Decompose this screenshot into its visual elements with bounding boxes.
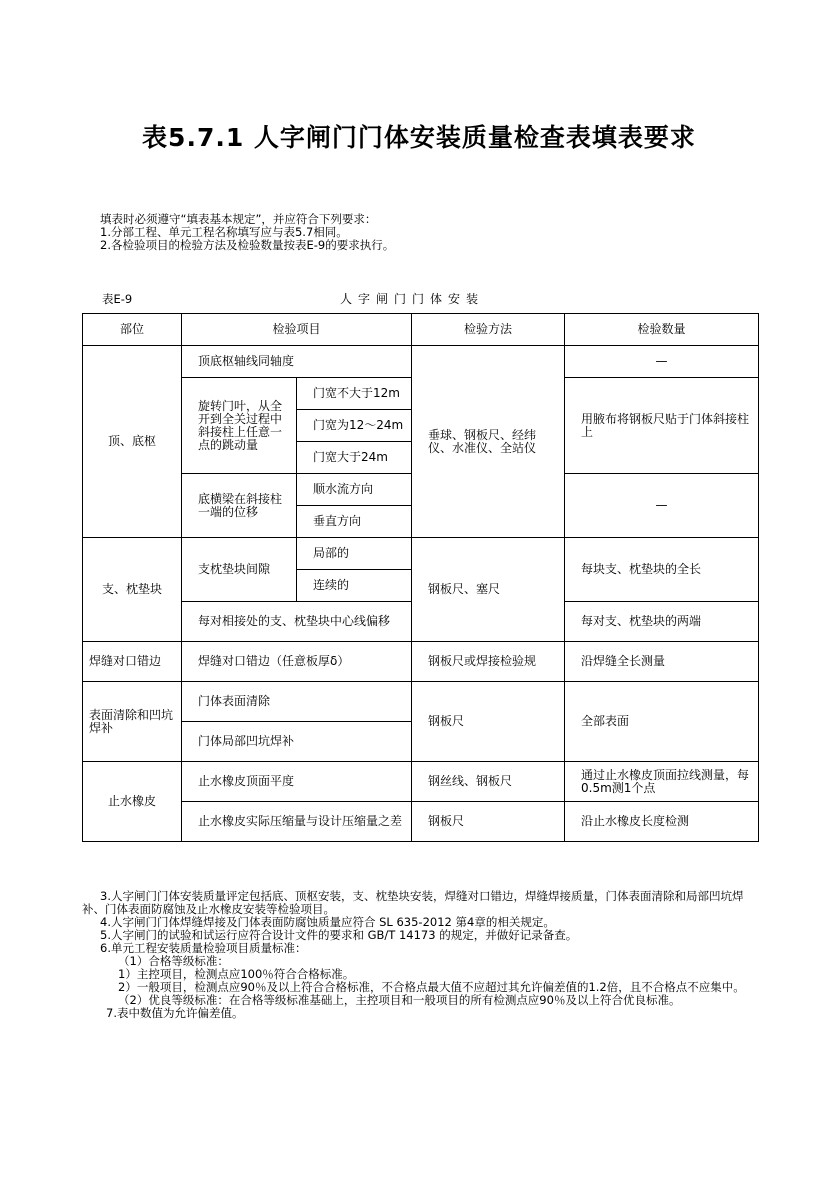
item-width-3: 门宽大于24m — [297, 442, 412, 474]
header-item: 检验项目 — [182, 314, 412, 346]
item-width-2: 门宽为12～24m — [297, 410, 412, 442]
note-line: 5.人字闸门的试验和试运行应符合设计文件的要求和 GB/T 14173 的规定，并做好记录备查。 — [100, 928, 578, 942]
method-pads: 钢板尺、塞尺 — [412, 538, 565, 642]
item-seal-flatness: 止水橡皮顶面平度 — [182, 762, 412, 802]
page-title: 表5.7.1 人字闸门门体安装质量检查表填表要求 — [142, 123, 696, 152]
note-line: 2）一般项目，检测点应90％及以上符合合格标准，不合格点最大值不应超过其允许偏差值的1.2倍，且不合格点不应集中。 — [118, 980, 745, 994]
header-method: 检验方法 — [412, 314, 565, 346]
inspection-table — [82, 313, 759, 842]
item-flow: 顺水流方向 — [297, 474, 412, 506]
notes — [82, 890, 758, 1020]
note-line: 1）主控项目，检测点应100％符合合格标准。 — [118, 967, 355, 981]
part-seal: 止水橡皮 — [83, 762, 182, 842]
part-weld: 焊缝对口错边 — [83, 642, 182, 682]
qty-beam: — — [565, 474, 759, 538]
item-local: 局部的 — [297, 538, 412, 570]
qty-rotation: 用腋布将钢板尺贴于门体斜接柱上 — [565, 378, 759, 474]
intro-line: 1.分部工程、单元工程名称填写应与表5.7相同。 — [100, 225, 348, 239]
qty-gap: 每块支、枕垫块的全长 — [565, 538, 759, 602]
item-beam: 底横梁在斜接柱一端的位移 — [182, 474, 297, 538]
table-row — [83, 642, 759, 682]
table-row — [83, 346, 759, 378]
method-weld: 钢板尺或焊接检验规 — [412, 642, 565, 682]
header-quantity: 检验数量 — [565, 314, 759, 346]
table-header-row — [83, 314, 759, 346]
part-pads: 支、枕垫块 — [83, 538, 182, 642]
item-weld: 焊缝对口错边（任意板厚δ） — [182, 642, 412, 682]
note-line: 3.人字闸门门体安装质量评定包括底、顶枢安装，支、枕垫块安装，焊缝对口错边，焊缝焊接质量，门体表面清除和局部凹坑焊补、门体表面防腐蚀及止水橡皮安装等检验项目。 — [82, 889, 744, 916]
item-rotation: 旋转门叶，从全开到全关过程中斜接柱上任意一点的跳动量 — [182, 378, 297, 474]
header-part: 部位 — [83, 314, 182, 346]
part-surface: 表面清除和凹坑焊补 — [83, 682, 182, 762]
item-width-1: 门宽不大于12m — [297, 378, 412, 410]
item-surface-clean: 门体表面清除 — [182, 682, 412, 722]
intro-line: 2.各检验项目的检验方法及检验数量按表E-9的要求执行。 — [100, 238, 395, 252]
qty-surface: 全部表面 — [565, 682, 759, 762]
table-row — [83, 682, 759, 722]
item-continuous: 连续的 — [297, 570, 412, 602]
intro-requirements — [100, 213, 394, 252]
note-line: （2）优良等级标准：在合格等级标准基础上，主控项目和一般项目的所有检测点应90％及以上符合优良标准。 — [118, 993, 681, 1007]
qty-axis: — — [565, 346, 759, 378]
method-top-bottom: 垂球、钢板尺、经纬仪、水准仪、全站仪 — [412, 346, 565, 538]
table-row — [83, 762, 759, 802]
intro-line: 填表时必须遵守“填表基本规定”，并应符合下列要求： — [100, 212, 377, 226]
item-vertical: 垂直方向 — [297, 506, 412, 538]
method-seal-compression: 钢板尺 — [412, 802, 565, 842]
note-line: 4.人字闸门门体焊缝焊接及门体表面防腐蚀质量应符合 SL 635-2012 第4章的相关规定。 — [100, 915, 555, 929]
table-row — [83, 802, 759, 842]
method-seal-flatness: 钢丝线、钢板尺 — [412, 762, 565, 802]
note-line: 7.表中数值为允许偏差值。 — [106, 1006, 244, 1020]
table-caption: 人字闸门门体安装 — [340, 292, 485, 306]
item-surface-weld: 门体局部凹坑焊补 — [182, 722, 412, 762]
qty-seal-flatness: 通过止水橡皮顶面拉线测量，每0.5m测1个点 — [565, 762, 759, 802]
note-line: 6.单元工程安装质量检验项目质量标准： — [100, 941, 307, 955]
qty-weld: 沿焊缝全长测量 — [565, 642, 759, 682]
part-top-bottom-pivot: 顶、底枢 — [83, 346, 182, 538]
item-axis: 顶底枢轴线同轴度 — [182, 346, 412, 378]
qty-center: 每对支、枕垫块的两端 — [565, 602, 759, 642]
method-surface: 钢板尺 — [412, 682, 565, 762]
item-gap: 支枕垫块间隙 — [182, 538, 297, 602]
item-seal-compression: 止水橡皮实际压缩量与设计压缩量之差 — [182, 802, 412, 842]
note-line: （1）合格等级标准： — [118, 954, 229, 968]
qty-seal-compression: 沿止水橡皮长度检测 — [565, 802, 759, 842]
item-center: 每对相接处的支、枕垫块中心线偏移 — [182, 602, 412, 642]
table-number: 表E-9 — [102, 292, 133, 306]
table-row — [83, 538, 759, 570]
